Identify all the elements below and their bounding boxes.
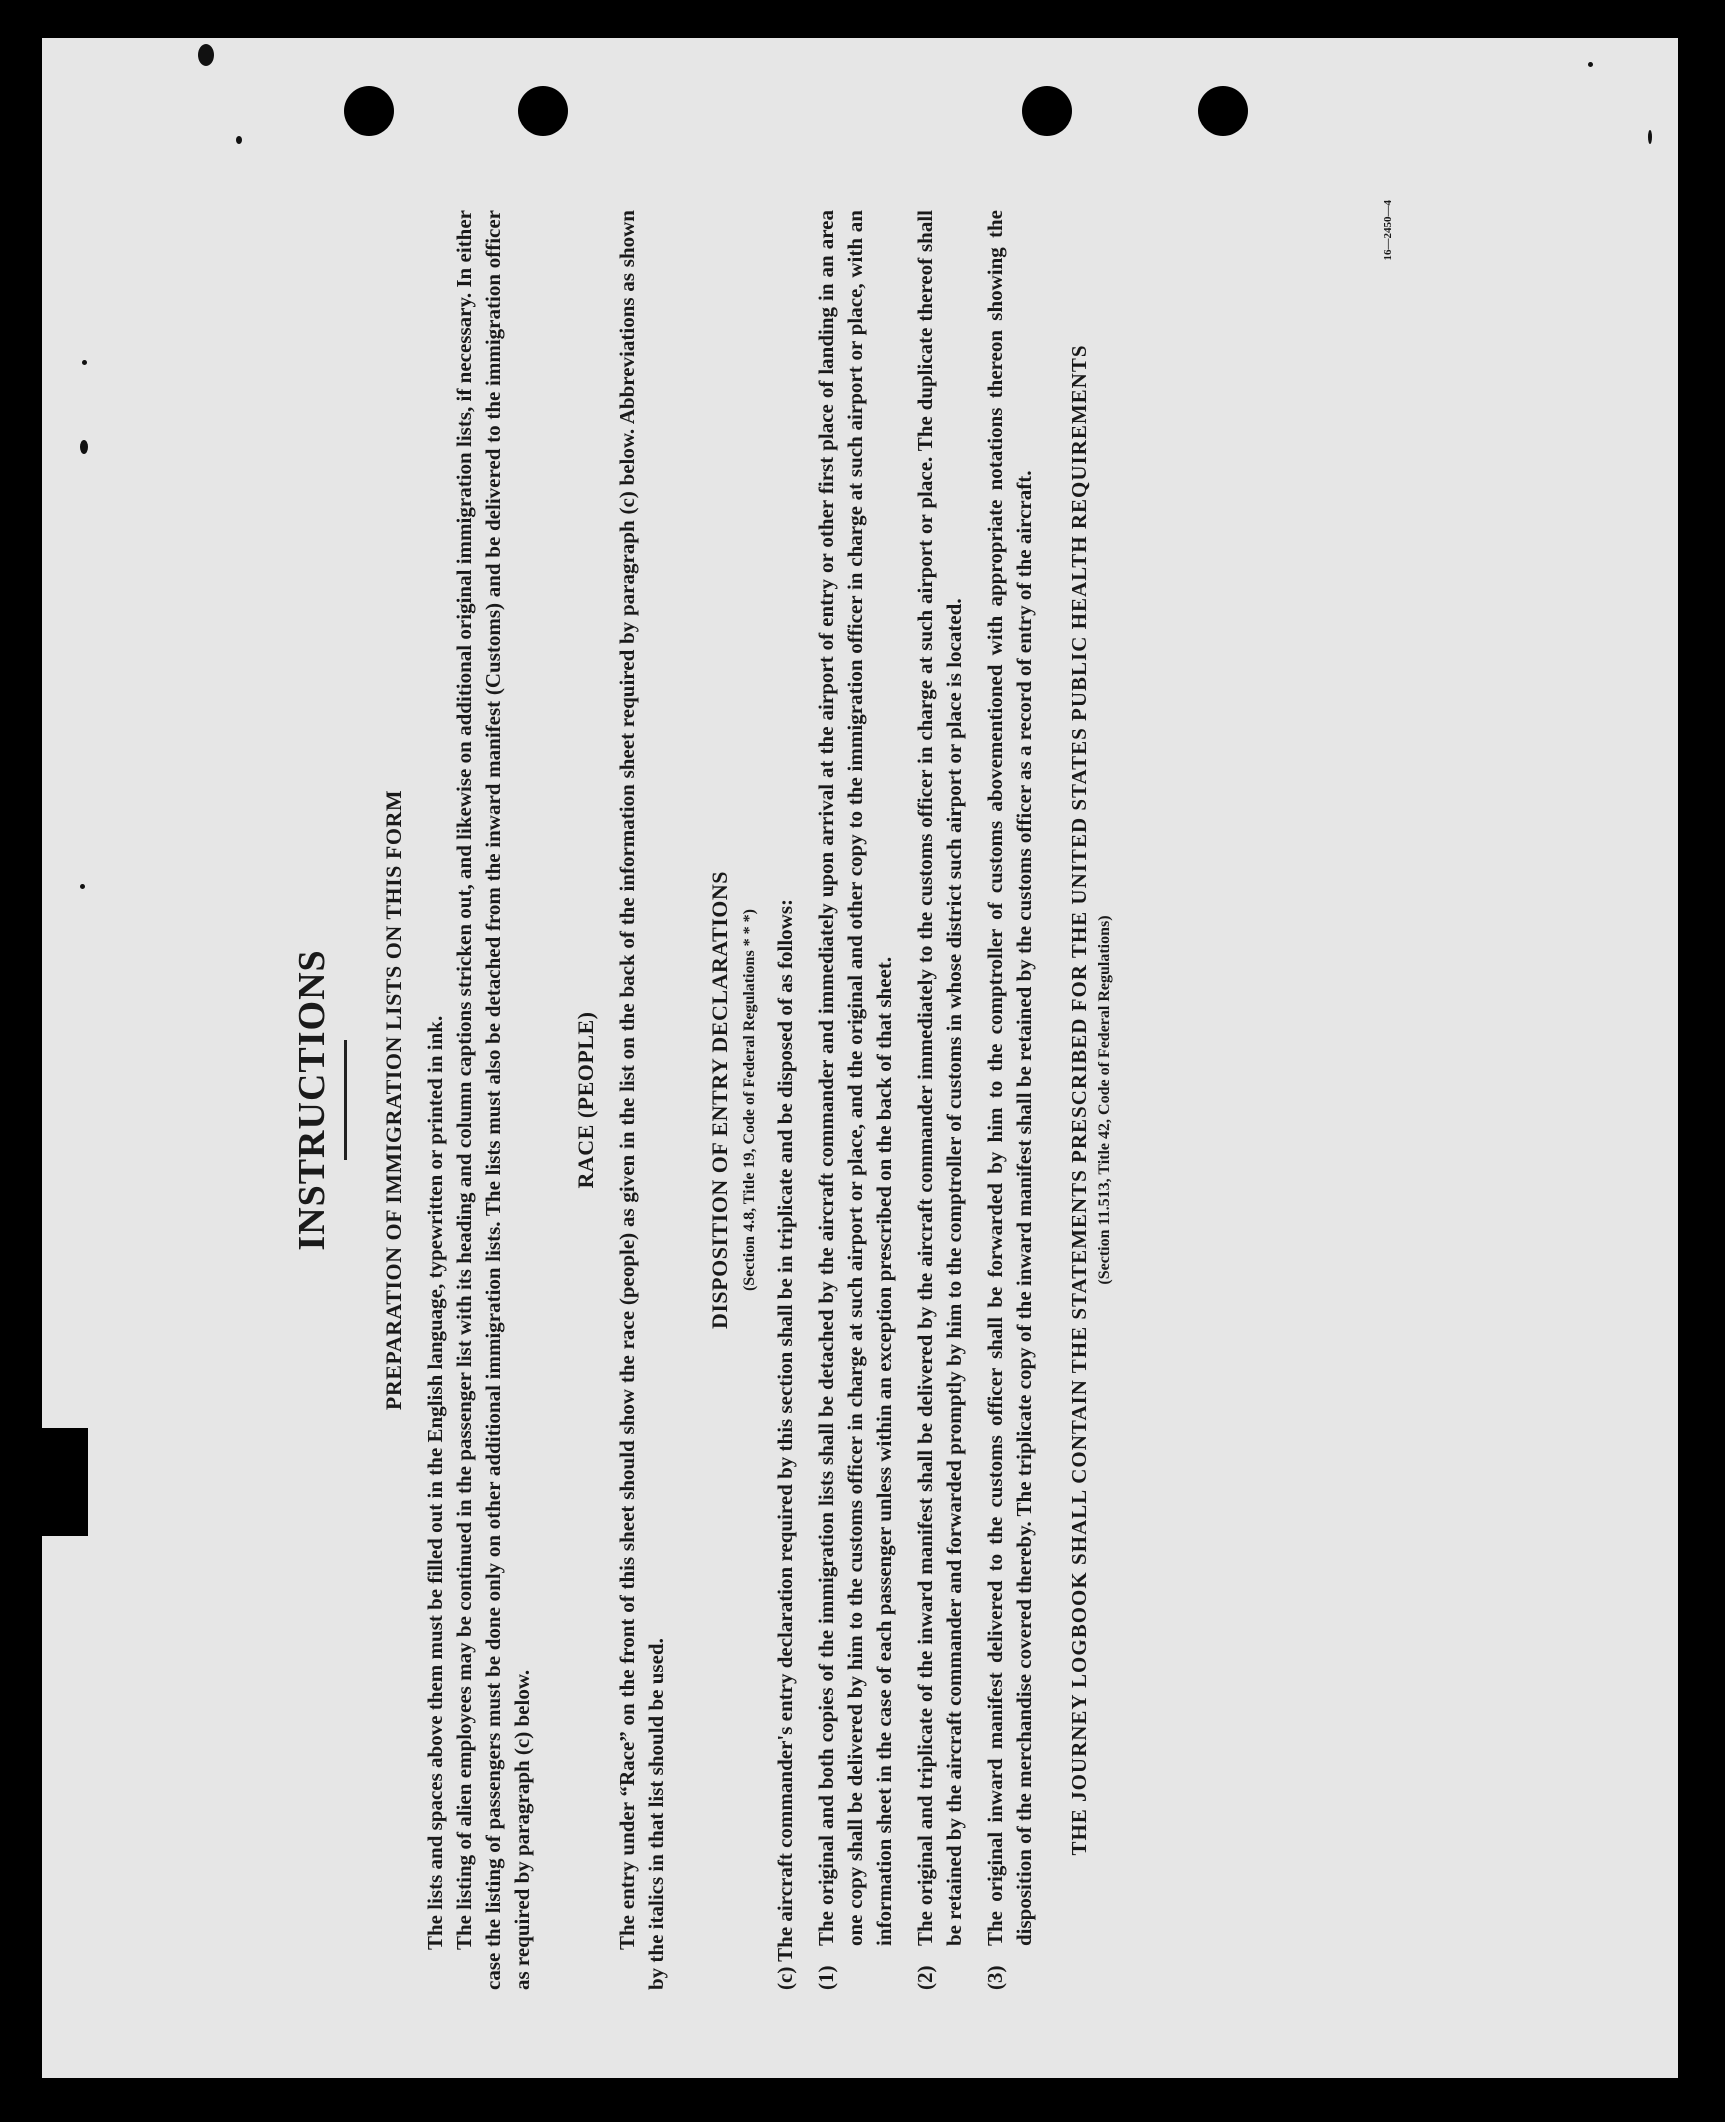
dust-speck (198, 44, 214, 66)
punch-hole (344, 86, 394, 136)
dust-speck (80, 440, 88, 454)
punch-hole (518, 86, 568, 136)
list-item-number: (3) (983, 1965, 1007, 1990)
paragraph: The lists and spaces above them must be filled out in the English language, typewritten or printed in ink. (423, 1015, 447, 1950)
list-item (911, 210, 969, 1990)
list-item-number: (2) (913, 1965, 937, 1990)
rotated-content (290, 190, 1394, 2010)
list-item-text: The original and both copies of the immigration lists shall be detached by the aircraft commander and immediately upon arrival at the airport of entry or other first place of landing in an area one copy shall be delivered by him to the customs officer in charge at such airport or place, and the original and other copy to the immigration officer in charge at such airport or place, with an information sheet in the case of each passenger unless within an exception prescribed on the back of that sheet. (814, 210, 896, 1946)
dust-speck (1588, 62, 1593, 67)
dust-speck (236, 136, 242, 144)
dust-speck (1648, 130, 1652, 144)
section-heading-race: RACE (PEOPLE) (573, 1011, 598, 1189)
footer-note: THE JOURNEY LOGBOOK SHALL CONTAIN THE STATEMENTS PRESCRIBED FOR THE UNITED STATES PUBLIC HEALTH REQUIREMENTS (1067, 344, 1091, 1856)
section-citation: (Section 4.8, Title 19, Code of Federal Regulations * * *) (741, 908, 758, 1292)
section-heading-disposition: DISPOSITION OF ENTRY DECLARATIONS (707, 870, 732, 1330)
binding-notch (42, 1428, 88, 1536)
paragraph: The listing of alien employees may be continued in the passenger list with its heading and column captions stricken out, and likewise on additional original immigration lists, if necessary. In either case the listing of passengers must be done only on other additional immigration lists. The lists must also be detached from the inward manifest (Customs) and be delivered to the immigration officer as required by paragraph (c) below. (452, 210, 534, 1990)
list-item-number: (1) (814, 1965, 838, 1990)
paragraph: (c) The aircraft commander's entry declaration required by this section shall be in triplicate and be disposed of as follows: (773, 899, 797, 1990)
dust-speck (80, 884, 85, 889)
list-item (981, 210, 1039, 1990)
list-item-text: The original and triplicate of the inward manifest shall be delivered by the aircraft commander immediately to the customs officer in charge at such airport or place. The duplicate thereof shall be retained by the aircraft commander and forwarded promptly by him to the comptroller of customs in whose district such airport or place is located. (913, 210, 966, 1946)
section-heading-preparation: PREPARATION OF IMMIGRATION LISTS ON THIS FORM (381, 789, 406, 1411)
punch-hole (1198, 86, 1248, 136)
paragraph: The entry under “Race” on the front of this sheet should show the race (people) as given in the list on the back of the information sheet required by paragraph (c) below. Abbreviations as shown by the italics in that list should be used. (615, 210, 668, 1990)
title-rule (344, 1040, 347, 1160)
list-item-text: The original inward manifest delivered to the customs officer shall be forwarded by him to the comptroller of customs abovementioned with appropriate notations thereon showing the disposition of the merchandise covered thereby. The triplicate copy of the inward manifest shall be retained by the customs officer as a record of entry of the aircraft. (983, 210, 1036, 1946)
dust-speck (82, 360, 87, 365)
form-number: 16—2450—4 (1382, 200, 1394, 261)
punch-hole (1022, 86, 1072, 136)
page-title: INSTRUCTIONS (291, 949, 333, 1251)
list-item (812, 210, 899, 1990)
footer-citation: (Section 11.513, Title 42, Code of Federal Regulations) (1096, 915, 1113, 1285)
